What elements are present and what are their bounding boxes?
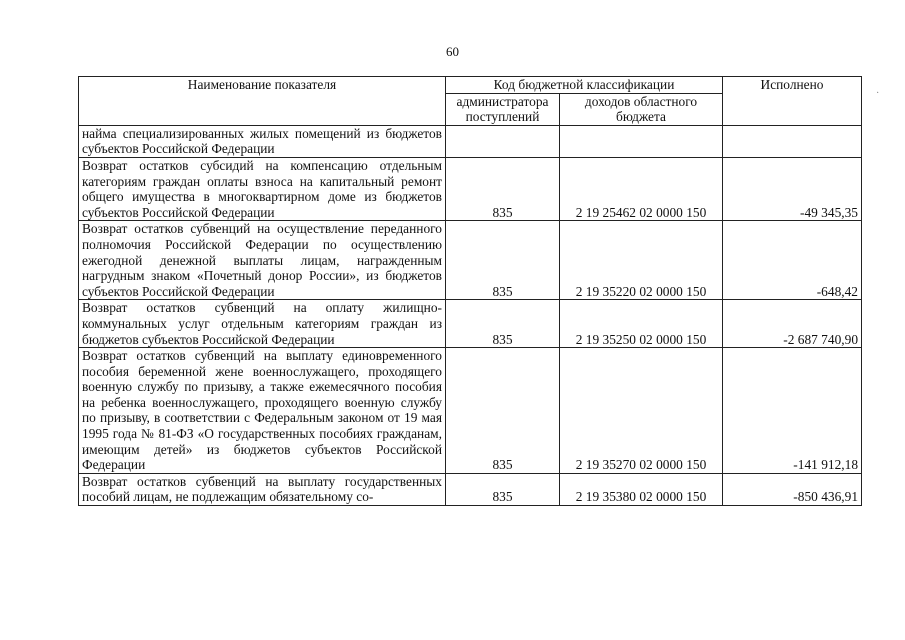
row-admin-code: 835: [446, 221, 560, 300]
budget-execution-table: [78, 76, 862, 506]
header-budget-code: Код бюджетной классификации: [446, 77, 723, 94]
page-number: 60: [446, 44, 459, 59]
header-admin-code: администратора поступлений: [446, 93, 560, 125]
header-executed: Исполнено: [723, 77, 862, 126]
row-indicator-name: найма специализированных жилых помещений из бюджетов субъектов Российской Федерации: [79, 125, 446, 157]
table-body: [79, 125, 862, 505]
row-admin-code: 835: [446, 300, 560, 348]
table-row: [79, 125, 862, 157]
table-row: [79, 221, 862, 300]
row-indicator-name: Возврат остатков субвенций на осуществление переданного полномочия Российской Федерации по осуществлению ежегодной денежной выплаты лицам, награжденным нагрудным знаком «Почетный донор России», из бюджетов субъектов Российской Федерации: [79, 221, 446, 300]
header-row: [79, 77, 862, 94]
row-executed-amount: -648,42: [723, 221, 862, 300]
row-revenue-code: [560, 125, 723, 157]
header-revenue-code: доходов областного бюджета: [560, 93, 723, 125]
row-revenue-code: 2 19 35220 02 0000 150: [560, 221, 723, 300]
row-admin-code: 835: [446, 473, 560, 505]
row-revenue-code: 2 19 35270 02 0000 150: [560, 348, 723, 474]
margin-mark: ·: [876, 88, 880, 99]
row-indicator-name: Возврат остатков субвенций на выплату государственных пособий лицам, не подлежащим обязательному со-: [79, 473, 446, 505]
row-admin-code: [446, 125, 560, 157]
row-admin-code: 835: [446, 157, 560, 220]
table-row: [79, 348, 862, 474]
row-executed-amount: -141 912,18: [723, 348, 862, 474]
table-row: [79, 473, 862, 505]
row-indicator-name: Возврат остатков субвенций на оплату жилищно-коммунальных услуг отдельным категориям граждан из бюджетов субъектов Российской Федерации: [79, 300, 446, 348]
table-row: [79, 157, 862, 220]
row-revenue-code: 2 19 35380 02 0000 150: [560, 473, 723, 505]
header-indicator-name: Наименование показателя: [79, 77, 446, 126]
row-executed-amount: -49 345,35: [723, 157, 862, 220]
row-executed-amount: -850 436,91: [723, 473, 862, 505]
row-executed-amount: [723, 125, 862, 157]
row-indicator-name: Возврат остатков субвенций на выплату единовременного пособия беременной жене военнослужащего, проходящего военную службу по призыву, а также ежемесячного пособия на ребенка военнослужащего, проходящего военную службу по призыву, в соответствии с Федеральным законом от 19 мая 1995 года № 81-ФЗ «О государственных пособиях гражданам, имеющим детей» из бюджетов субъектов Российской Федерации: [79, 348, 446, 474]
row-admin-code: 835: [446, 348, 560, 474]
row-revenue-code: 2 19 35250 02 0000 150: [560, 300, 723, 348]
table-row: [79, 300, 862, 348]
row-revenue-code: 2 19 25462 02 0000 150: [560, 157, 723, 220]
row-executed-amount: -2 687 740,90: [723, 300, 862, 348]
row-indicator-name: Возврат остатков субсидий на компенсацию отдельным категориям граждан оплаты взноса на капитальный ремонт общего имущества в многоквартирном доме из бюджетов субъектов Российской Федерации: [79, 157, 446, 220]
